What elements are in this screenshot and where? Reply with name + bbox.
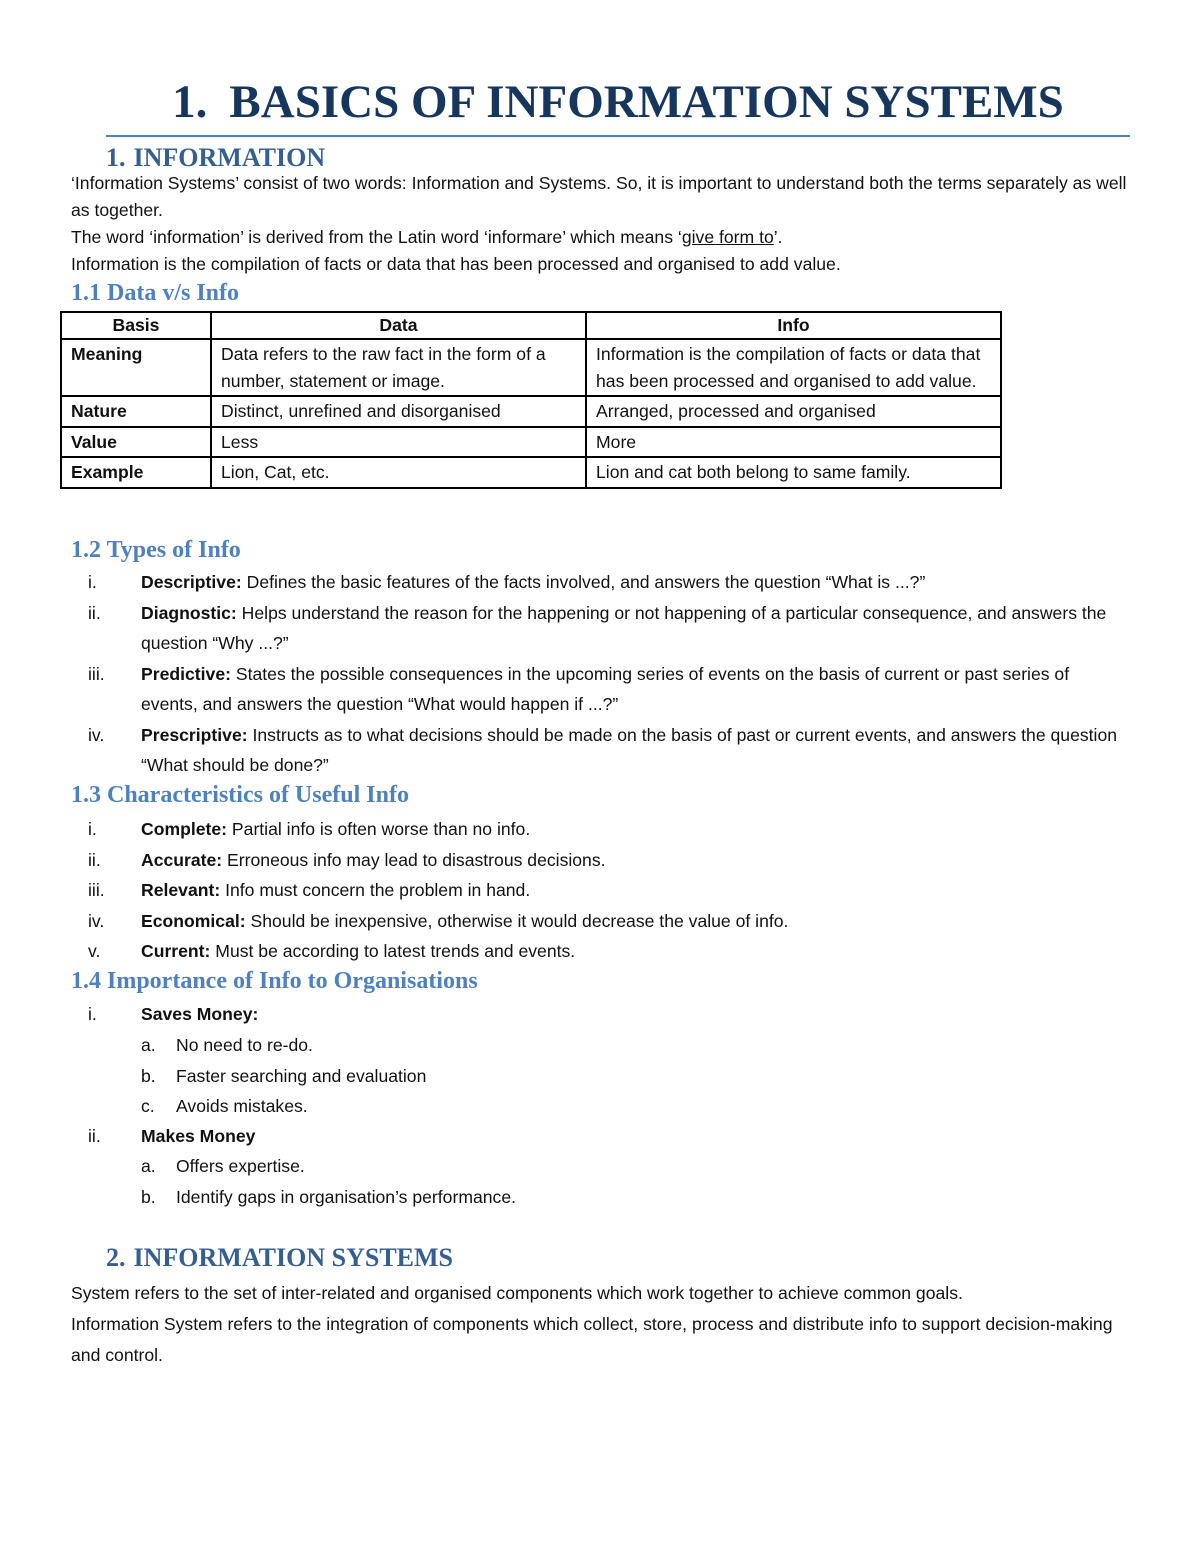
item-term: Saves Money: (141, 1004, 259, 1024)
table-cell-data: Lion, Cat, etc. (211, 457, 586, 488)
section-2-title: INFORMATION SYSTEMS (133, 1243, 454, 1272)
item-text: States the possible consequences in the upcoming series of events on the basis of current or past series of events, and answers the question “What would happen if ...?” (141, 663, 1070, 714)
list-marker: i. (88, 819, 97, 839)
item-text: No need to re-do. (176, 1035, 313, 1055)
section-1-heading (106, 143, 325, 173)
list-marker: b. (141, 1186, 156, 1207)
title-divider (106, 135, 1130, 137)
list-item (0, 936, 1200, 967)
section-1-2-heading: 1.2 Types of Info (71, 537, 241, 563)
list-item (0, 999, 1200, 1030)
item-term: Current: (141, 941, 211, 961)
table-header-row (61, 312, 1001, 339)
list-item (0, 814, 1200, 845)
importance-list (0, 999, 1200, 1030)
item-text: Helps understand the reason for the happening or not happening of a particular consequence, and answers the question “Why ...?” (141, 602, 1107, 653)
item-term: Prescriptive: (141, 724, 248, 745)
section-1-4-heading: 1.4 Importance of Info to Organisations (71, 968, 478, 994)
list-item (0, 875, 1200, 906)
para-2-text: The word ‘information’ is derived from the Latin word ‘informare’ which means ‘ (71, 227, 682, 247)
item-term: Accurate: (141, 849, 223, 870)
list-marker: v. (88, 941, 101, 961)
section-1-title: INFORMATION (133, 143, 326, 172)
item-text: Instructs as to what decisions should be made on the basis of past or current events, and answers the question “What should be done?” (141, 724, 1118, 775)
para-2-end: ’. (773, 227, 783, 247)
section-2-heading (106, 1243, 453, 1273)
sub-list-item (0, 1061, 1200, 1092)
list-marker: b. (141, 1065, 156, 1086)
data-vs-info-table (60, 311, 1002, 489)
list-marker: iii. (88, 880, 105, 900)
document-title (0, 74, 1200, 130)
list-marker: ii. (88, 602, 101, 623)
makes-money-sublist (0, 1151, 1200, 1212)
table-cell-basis: Example (61, 457, 211, 488)
importance-list-2 (0, 1121, 1200, 1152)
item-text: Info must concern the problem in hand. (220, 880, 531, 900)
item-text: Erroneous info may lead to disastrous decisions. (222, 849, 606, 870)
table-cell-info: More (586, 427, 1001, 458)
item-term: Descriptive: (141, 572, 242, 592)
section-1-para-2 (71, 224, 1131, 251)
item-term: Economical: (141, 910, 246, 931)
header-info: Info (586, 312, 1001, 339)
list-item (0, 659, 1200, 720)
list-marker: iv. (88, 910, 105, 931)
table-row (61, 339, 1001, 396)
section-1-number: 1. (106, 143, 126, 172)
list-item (0, 567, 1200, 598)
table-cell-info: Lion and cat both belong to same family. (586, 457, 1001, 488)
list-marker: i. (88, 1004, 97, 1024)
table-cell-info: Information is the compilation of facts or data that has been processed and organised to add value. (586, 339, 1001, 396)
list-marker: iii. (88, 663, 105, 684)
header-basis: Basis (61, 312, 211, 339)
list-marker: iv. (88, 724, 105, 745)
item-text: Offers expertise. (176, 1156, 305, 1176)
underlined-phrase: give form to (681, 227, 774, 247)
item-term: Relevant: (141, 880, 221, 900)
table-row (61, 396, 1001, 427)
section-1-1-heading: 1.1 Data v/s Info (71, 280, 240, 306)
sub-list-item (0, 1091, 1200, 1122)
title-number: 1. (172, 76, 208, 128)
table-cell-data: Distinct, unrefined and disorganised (211, 396, 586, 427)
sub-list-item (0, 1182, 1200, 1213)
list-marker: a. (141, 1156, 156, 1176)
list-marker: ii. (88, 1126, 101, 1146)
item-text: Must be according to latest trends and events. (210, 941, 576, 961)
sub-list-item (0, 1151, 1200, 1182)
list-marker: c. (141, 1096, 155, 1116)
table-row (61, 427, 1001, 458)
list-item (0, 845, 1200, 876)
list-marker: a. (141, 1035, 156, 1055)
section-1-3-heading: 1.3 Characteristics of Useful Info (71, 782, 409, 808)
table-row (61, 457, 1001, 488)
list-item (0, 906, 1200, 937)
table-cell-basis: Nature (61, 396, 211, 427)
item-term: Makes Money (141, 1126, 256, 1146)
item-text: Faster searching and evaluation (176, 1065, 427, 1086)
item-term: Complete: (141, 819, 228, 839)
section-2-para-2: Information System refers to the integration of components which collect, store, process and distribute info to support decision-making and control. (71, 1314, 1113, 1365)
item-text: Identify gaps in organisation’s performance. (176, 1186, 517, 1207)
header-data: Data (211, 312, 586, 339)
table-cell-data: Data refers to the raw fact in the form of a number, statement or image. (211, 339, 586, 396)
table-cell-basis: Meaning (61, 339, 211, 396)
list-marker: ii. (88, 849, 101, 870)
item-text: Partial info is often worse than no info. (227, 819, 531, 839)
list-item (0, 720, 1200, 781)
item-term: Predictive: (141, 663, 231, 684)
saves-money-sublist (0, 1030, 1200, 1122)
list-marker: i. (88, 572, 97, 592)
sub-list-item (0, 1030, 1200, 1061)
table-cell-data: Less (211, 427, 586, 458)
section-1-para-3: Information is the compilation of facts or data that has been processed and organised to add value. (71, 254, 841, 274)
types-of-info-list (0, 567, 1200, 781)
table-cell-info: Arranged, processed and organised (586, 396, 1001, 427)
list-item (0, 598, 1200, 659)
characteristics-list (0, 814, 1200, 967)
table-cell-basis: Value (61, 427, 211, 458)
section-2-para-1: System refers to the set of inter-related and organised components which work together to achieve common goals. (71, 1283, 963, 1303)
item-text: Should be inexpensive, otherwise it would decrease the value of info. (245, 910, 789, 931)
title-text: BASICS OF INFORMATION SYSTEMS (229, 76, 1064, 128)
list-item (0, 1121, 1200, 1152)
section-1-para-1: ‘Information Systems’ consist of two words: Information and Systems. So, it is important to understand both the terms separately as well as together. (71, 173, 1127, 220)
item-text: Avoids mistakes. (176, 1096, 308, 1116)
section-2-number: 2. (106, 1243, 126, 1272)
item-text: Defines the basic features of the facts involved, and answers the question “What is ...?” (241, 572, 926, 592)
item-term: Diagnostic: (141, 602, 237, 623)
